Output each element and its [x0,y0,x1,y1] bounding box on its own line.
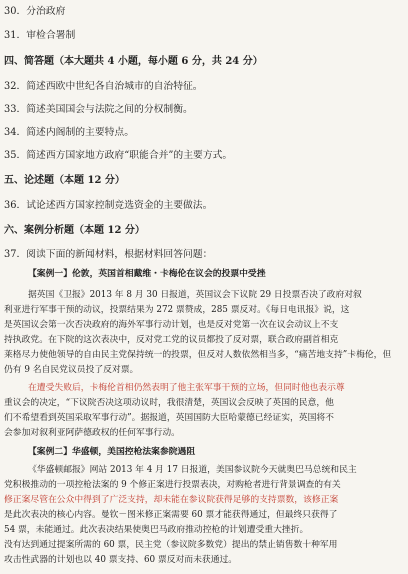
case-2-title: 【案例二】华盛顿，美国控枪法案参院遇阻 [28,447,196,457]
case-2-line: 是此次表决的核心内容。曼钦－图米修正案需要 60 票才能获得通过，但最终只获得了 [4,510,338,520]
question-36: 36．试论述西方国家控制竞选资金的主要做法。 [4,200,213,211]
case-1-line: 们不希望看到英国采取军事行动”。据报道，英国国防大臣哈蒙德已经证实，英国将不 [4,413,334,423]
question-31: 31．审检合署制 [4,30,76,41]
case-1-line: 会参加对叙利亚阿萨德政权的任何军事行动。 [4,428,180,438]
case-1-line: 据英国《卫报》2013 年 8 月 30 日报道，英国议会下议院 29 日投票否决了政府对叙 [28,290,362,300]
case-1-line: 利亚进行军事干预的动议，投票结果为 272 票赞成，285 票反对。《每日电讯报》说，这 [4,305,350,315]
case-2-line: 修正案尽管在公众中得到了广泛支持，却未能在参议院获得足够的支持票数，该修正案 [4,495,339,505]
question-33: 33．简述美国国会与法院之间的分权制衡。 [4,104,193,115]
case-1-title: 【案例一】伦敦，英国首相戴维・卡梅伦在议会的投票中受挫 [28,269,266,279]
question-35: 35．简述西方国家地方政府“职能合并”的主要方式。 [4,150,233,161]
question-30: 30．分治政府 [4,6,66,17]
case-1-line: 仍有 9 名自民党议员投了反对票。 [4,365,139,375]
section-5-title: 五、论述题（本题 12 分） [4,175,125,186]
case-1-line: 莱格尽力使他领导的自由民主党保持统一的投票，但反对人数依然相当多，“痛苦地支持”卡梅伦，但 [4,350,392,360]
case-1-line: 持执政党。在下院的这次表决中，反对党工党的议员都投了反对票，联合政府副首相克 [4,335,339,345]
case-1-line: 重议会的决定，“下议院否决这项动议时，我很清楚，英国议会反映了英国的民意，他 [4,398,334,408]
case-2-line: 《华盛顿邮报》网站 2013 年 4 月 17 日报道，美国参议院今天就奥巴马总统和民主 [28,465,357,475]
question-32: 32．简述西欧中世纪各自治城市的自治特征。 [4,81,203,92]
case-1-line: 是英国议会第一次否决政府的海外军事行动计划，也是反对党第一次在议会动议上不支 [4,320,339,330]
case-1-line: 在遭受失败后，卡梅伦首相仍然表明了他主张军事干预的立场，但同时他也表示尊 [28,383,345,393]
section-4-title: 四、简答题（本大题共 4 小题，每小题 6 分，共 24 分） [4,56,263,67]
case-2-line: 党积极推动的一项控枪法案的 9 个修正案进行投票表决，对购枪者进行背景调查的有关 [4,480,341,490]
question-34: 34．简述内阁制的主要特点。 [4,127,135,138]
section-6-title: 六、案例分析题（本题 12 分） [4,225,145,236]
case-2-line: 攻击性武器的计划也以 40 票支持、60 票反对而未获通过。 [4,555,238,565]
case-2-line: 54 票，未能通过。此次表决结果使奥巴马政府推动控枪的计划遭受重大挫折。 [4,525,309,535]
question-37: 37．阅读下面的新闻材料，根据材料回答问题： [4,249,213,260]
case-2-line: 没有达到通过提案所需的 60 票，民主党（参议院多数党）提出的禁止销售数十种军用 [4,540,338,550]
